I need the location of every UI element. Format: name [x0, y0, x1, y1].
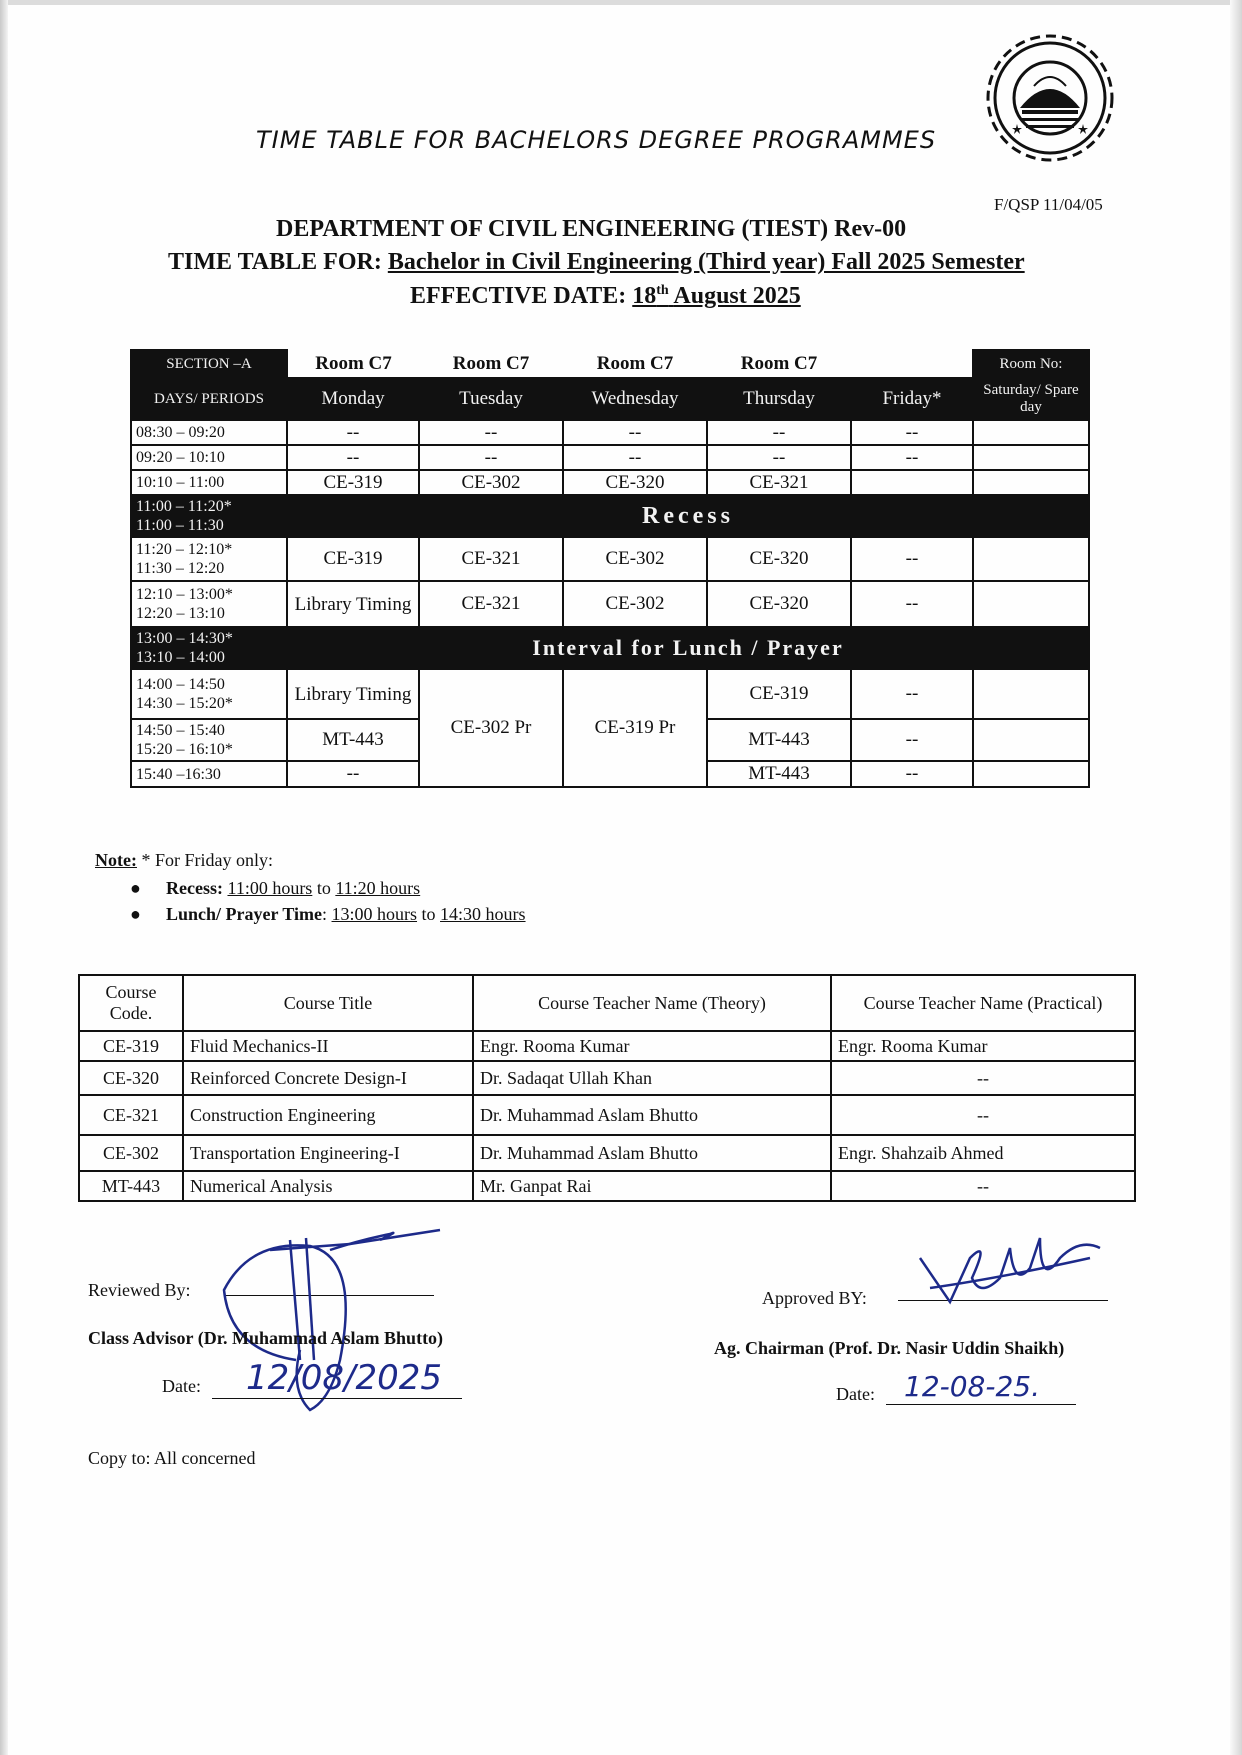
recess-row: 11:00 – 11:20* 11:00 – 11:30 Recess [131, 495, 1089, 537]
course-table-header: Course Code. Course Title Course Teacher Name (Theory) Course Teacher Name (Practical) [79, 975, 1135, 1031]
effective-date-label: EFFECTIVE DATE: [410, 283, 627, 309]
page-edge-left [0, 0, 8, 1755]
timetable-for-line [168, 249, 1025, 276]
table-row: 15:40 –16:30 -- MT-443 -- [131, 761, 1089, 787]
lunch-row: 13:00 – 14:30* 13:10 – 14:00 Interval for Lunch / Prayer [131, 627, 1089, 669]
room-tuesday: Room C7 [452, 352, 530, 374]
note-recess: ● Recess: 11:00 hours to 11:20 hours [130, 878, 421, 898]
table-row: 14:00 – 14:50 14:30 – 15:20* Library Timing CE-302 Pr CE-319 Pr CE-319 -- [131, 669, 1089, 719]
day-friday: Friday* [851, 378, 973, 420]
department-line: DEPARTMENT OF CIVIL ENGINEERING (TIEST) Rev-00 [276, 216, 907, 242]
table-row: 11:20 – 12:10* 11:30 – 12:20 CE-319 CE-321 CE-302 CE-320 -- [131, 537, 1089, 581]
table-row: 12:10 – 13:00* 12:20 – 13:10 Library Timing CE-321 CE-302 CE-320 -- [131, 581, 1089, 627]
reviewed-by-label: Reviewed By: [88, 1280, 191, 1300]
effective-date-value: 18th August 2025 [632, 283, 801, 309]
approve-date-line [886, 1404, 1076, 1405]
approve-date-handwritten: 12-08-25. [904, 1370, 1040, 1403]
note-line: Note: * For Friday only: [95, 850, 273, 870]
timetable-for-label: TIME TABLE FOR: [168, 249, 382, 275]
table-row: CE-320 Reinforced Concrete Design-I Dr. Sadaqat Ullah Khan -- [79, 1061, 1135, 1095]
effective-date-line [410, 283, 801, 310]
table-row: MT-443 Numerical Analysis Mr. Ganpat Rai -- [79, 1171, 1135, 1201]
review-date-handwritten: 12/08/2025 [246, 1358, 442, 1398]
page-edge-top [0, 0, 1242, 5]
wednesday-practical-block: CE-319 Pr [563, 669, 707, 787]
table-row: CE-319 Fluid Mechanics-II Engr. Rooma Kumar Engr. Rooma Kumar [79, 1031, 1135, 1061]
form-code: F/QSP 11/04/05 [994, 195, 1103, 214]
note-lunch: ● Lunch/ Prayer Time: 13:00 hours to 14:30 hours [130, 904, 526, 924]
recess-banner: Recess [287, 495, 1089, 537]
room-friday [851, 350, 973, 378]
day-monday: Monday [287, 378, 419, 420]
room-thursday: Room C7 [740, 352, 818, 374]
table-row: CE-302 Transportation Engineering-I Dr. Muhammad Aslam Bhutto Engr. Shahzaib Ahmed [79, 1135, 1135, 1171]
tuesday-practical-block: CE-302 Pr [419, 669, 563, 787]
timetable [130, 349, 1088, 788]
review-date-line [212, 1398, 462, 1399]
program-name: Bachelor in Civil Engineering (Third year) Fall 2025 Semester [387, 249, 1025, 275]
day-saturday-spare: Saturday/ Spare day [973, 378, 1089, 420]
note-label: Note: [95, 850, 137, 870]
document-main-title: TIME TABLE FOR BACHELORS DEGREE PROGRAMMES [256, 126, 937, 154]
table-row: 14:50 – 15:40 15:20 – 16:10* MT-443 MT-443 -- [131, 719, 1089, 761]
approver-name: Ag. Chairman (Prof. Dr. Nasir Uddin Shaikh) [714, 1338, 1065, 1358]
table-row: 09:20 – 10:10 -- -- -- -- -- [131, 445, 1089, 470]
days-periods-header: DAYS/ PERIODS [131, 378, 287, 420]
approved-by-label: Approved BY: [762, 1288, 867, 1308]
table-row: 10:10 – 11:00 CE-319 CE-302 CE-320 CE-321 [131, 470, 1089, 495]
copy-to: Copy to: All concerned [88, 1448, 256, 1468]
day-tuesday: Tuesday [419, 378, 563, 420]
approver-signature [910, 1218, 1110, 1308]
page-edge-right [1230, 0, 1242, 1755]
room-monday: Room C7 [315, 352, 392, 374]
university-seal-logo [982, 30, 1118, 166]
lunch-banner: Interval for Lunch / Prayer [287, 627, 1089, 669]
table-row: CE-321 Construction Engineering Dr. Muhammad Aslam Bhutto -- [79, 1095, 1135, 1135]
course-table [78, 974, 1134, 1202]
room-wednesday: Room C7 [596, 352, 674, 374]
day-wednesday: Wednesday [563, 378, 707, 420]
table-row: 08:30 – 09:20 -- -- -- -- -- [131, 420, 1089, 445]
review-date-label: Date: [162, 1376, 201, 1396]
approve-date-label: Date: [836, 1384, 875, 1404]
room-no-label: Room No: [973, 350, 1089, 378]
reviewer-name: Class Advisor (Dr. Muhammad Aslam Bhutto) [88, 1328, 444, 1348]
day-thursday: Thursday [707, 378, 851, 420]
section-label: SECTION –A [131, 350, 287, 378]
